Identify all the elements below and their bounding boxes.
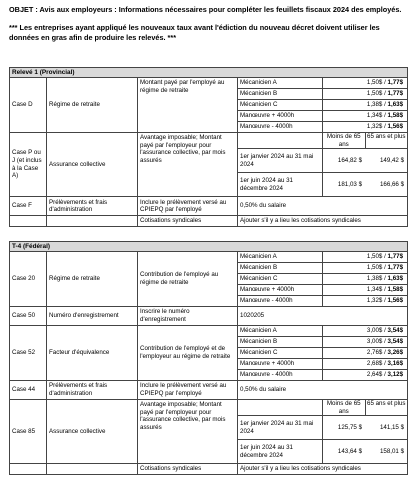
age-headers <box>323 133 408 149</box>
period-values <box>323 149 408 173</box>
intro-subject: OBJET : Avis aux employeurs : Informations nécessaires pour compléter les feuillets fiscaux 2024 des employés. <box>9 5 402 14</box>
rate-cell: 1,32$ / 1,56$ <box>323 122 408 133</box>
t4-table <box>9 241 408 475</box>
rate-cell: 2,76$ / 3,26$ <box>323 348 408 359</box>
rate-cell: 3,00$ / 3,54$ <box>323 326 408 337</box>
role-label: Manœuvre + 4000h <box>238 111 323 122</box>
cotisations-label: Cotisations syndicales <box>138 464 238 475</box>
rate-cell: 1,38$ / 1,63$ <box>323 274 408 285</box>
case-52-label: Case 52 <box>10 326 47 381</box>
period-label: 1er juin 2024 au 31 décembre 2024 <box>238 440 323 464</box>
rate-cell: 1,50$ / 1,77$ <box>323 252 408 263</box>
value-under-65: 164,82 $ <box>337 156 363 164</box>
empty-cell <box>10 216 47 227</box>
rate-cell: 2,68$ / 3,16$ <box>323 359 408 370</box>
empty-cell <box>47 216 138 227</box>
age-headers <box>323 400 408 416</box>
period-values <box>323 173 408 197</box>
case-85-desc: Avantage imposable; Montant payé par l'employeur pour l'assurance collective, par mois assurés <box>138 400 238 464</box>
age-under-65: Moins de 65 ans <box>323 133 366 148</box>
case-44-title: Prélèvements et frais d'administration <box>47 381 138 400</box>
case-d-label: Case D <box>10 78 47 133</box>
case-85-title: Assurance collective <box>47 400 138 464</box>
role-label: Manœuvre + 4000h <box>238 285 323 296</box>
case-f-title: Prélèvements et frais d'administration <box>47 197 138 216</box>
value-under-65: 143,64 $ <box>337 447 363 455</box>
value-65-plus: 141,15 $ <box>379 423 405 431</box>
value-65-plus: 149,42 $ <box>379 156 405 164</box>
releve1-title: Relevé 1 (Provincial) <box>10 68 408 78</box>
period-values <box>323 440 408 464</box>
case-20-title: Régime de retraite <box>47 252 138 307</box>
rate-cell: 1,34$ / 1,58$ <box>323 111 408 122</box>
case-44-desc: Inclure le prélèvement versé au CPIEPQ par l'employé <box>138 381 238 400</box>
value-under-65: 125,75 $ <box>337 423 363 431</box>
case-50-label: Case 50 <box>10 307 47 326</box>
role-label: Manœuvre - 4000h <box>238 370 323 381</box>
role-label: Mécanicien C <box>238 274 323 285</box>
role-label: Manœuvre + 4000h <box>238 359 323 370</box>
case-20-label: Case 20 <box>10 252 47 307</box>
role-label: Manœuvre - 4000h <box>238 122 323 133</box>
period-values <box>323 416 408 440</box>
age-under-65: Moins de 65 ans <box>323 400 366 415</box>
cotisations-value: Ajouter s'il y a lieu les cotisations syndicales <box>238 464 408 475</box>
releve1-table <box>9 67 408 227</box>
rate-cell: 2,64$ / 3,12$ <box>323 370 408 381</box>
empty-cell <box>10 464 47 475</box>
period-label: 1er janvier 2024 au 31 mai 2024 <box>238 416 323 440</box>
period-header <box>238 400 323 416</box>
value-65-plus: 158,01 $ <box>379 447 405 455</box>
rate-cell: 1,50$ / 1,77$ <box>323 89 408 100</box>
empty-cell <box>47 464 138 475</box>
role-label: Mécanicien C <box>238 348 323 359</box>
rate-cell: 1,50$ / 1,77$ <box>323 263 408 274</box>
case-f-value: 0,50% du salaire <box>238 197 408 216</box>
period-label: 1er juin 2024 au 31 décembre 2024 <box>238 173 323 197</box>
rate-cell: 1,50$ / 1,77$ <box>323 78 408 89</box>
rate-cell: 1,38$ / 1,63$ <box>323 100 408 111</box>
role-label: Mécanicien A <box>238 252 323 263</box>
value-65-plus: 166,66 $ <box>379 180 405 188</box>
period-label: 1er janvier 2024 au 31 mai 2024 <box>238 149 323 173</box>
rate-cell: 1,34$ / 1,58$ <box>323 285 408 296</box>
rate-cell: 3,00$ / 3,54$ <box>323 337 408 348</box>
intro-notice: *** Les entreprises ayant appliqué les nouveaux taux avant l'édiction du nouveau décret doivent utiliser les données en gras afin de produire les relevés. *** <box>9 22 380 42</box>
case-p-title: Assurance collective <box>47 133 138 197</box>
cotisations-value: Ajouter s'il y a lieu les cotisations syndicales <box>238 216 408 227</box>
role-label: Mécanicien A <box>238 78 323 89</box>
case-d-desc: Montant payé par l'employé au régime de retraite <box>138 78 238 133</box>
case-f-desc: Inclure le prélèvement versé au CPIEPQ par l'employé <box>138 197 238 216</box>
case-85-label: Case 85 <box>10 400 47 464</box>
age-65-plus: 65 ans et plus <box>367 400 406 407</box>
period-header <box>238 133 323 149</box>
cotisations-label: Cotisations syndicales <box>138 216 238 227</box>
case-52-desc: Contribution de l'employé et de l'employeur au régime de retraite <box>138 326 238 381</box>
case-50-title: Numéro d'enregistrement <box>47 307 138 326</box>
case-p-label: Case P ou J (et inclus à la Case A) <box>10 133 47 197</box>
role-label: Mécanicien B <box>238 337 323 348</box>
role-label: Mécanicien A <box>238 326 323 337</box>
case-44-value: 0,50% du salaire <box>238 381 408 400</box>
role-label: Mécanicien C <box>238 100 323 111</box>
role-label: Manœuvre - 4000h <box>238 296 323 307</box>
case-d-title: Régime de retraite <box>47 78 138 133</box>
role-label: Mécanicien B <box>238 89 323 100</box>
value-under-65: 181,03 $ <box>337 180 363 188</box>
age-65-plus: 65 ans et plus <box>367 133 406 140</box>
role-label: Mécanicien B <box>238 263 323 274</box>
case-50-desc: Inscrire le numéro d'enregistrement <box>138 307 238 326</box>
case-50-value: 1020205 <box>238 307 408 326</box>
t4-title: T-4 (Fédéral) <box>10 242 408 252</box>
case-f-label: Case F <box>10 197 47 216</box>
rate-cell: 1,32$ / 1,56$ <box>323 296 408 307</box>
case-p-desc: Avantage imposable; Montant payé par l'employeur pour l'assurance collective, par mois assurés <box>138 133 238 197</box>
case-20-desc: Contribution de l'employé au régime de retraite <box>138 252 238 307</box>
case-52-title: Facteur d'équivalence <box>47 326 138 381</box>
case-44-label: Case 44 <box>10 381 47 400</box>
intro <box>9 5 409 44</box>
